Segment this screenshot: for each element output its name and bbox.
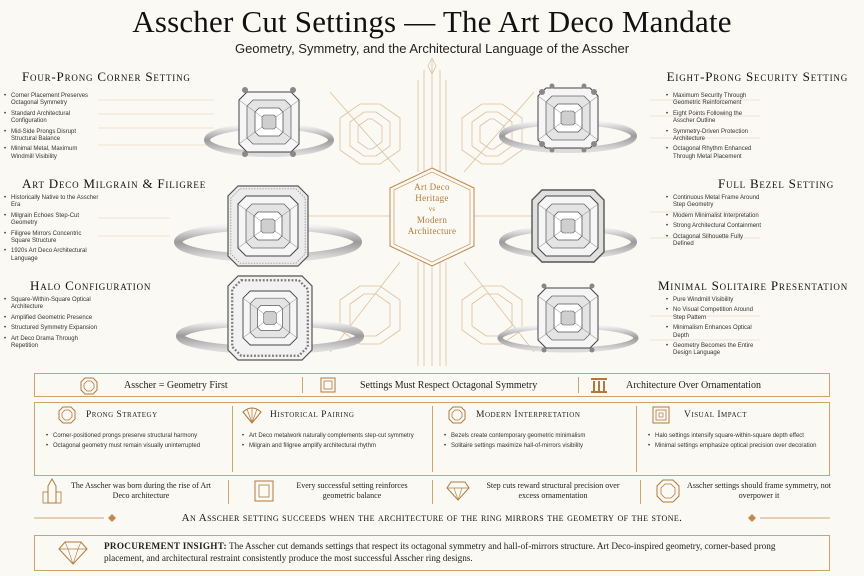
bullet-list-bezel <box>668 195 762 251</box>
page-subtitle: Geometry, Symmetry, and the Architectural Language of the Asscher <box>234 41 630 56</box>
box-heading-modern-interpretation: Modern Interpretation <box>476 410 581 420</box>
bullet-item: • Minimalism Enhances Optical Depth <box>668 325 762 340</box>
ring-milgrain <box>178 186 358 266</box>
panel-divider <box>636 406 637 472</box>
bullet-item: • Milgrain Echoes Step-Cut Geometry <box>6 213 100 228</box>
center-label-line: Art Deco <box>414 182 450 192</box>
bullet-item: • Minimal Metal, Maximum Windmill Visibility <box>6 146 100 161</box>
section-title-four-prong: Four-Prong Corner Setting <box>22 69 191 84</box>
bullet-item: • Maximum Security Through Geometric Reinforcement <box>668 93 762 108</box>
box-item: • Art Deco metalwork naturally complements step-cut symmetry <box>242 433 422 441</box>
box-list-modern-interpretation <box>444 433 624 452</box>
fact-geometric-balance: Every successful setting reinforces geometric balance <box>296 481 408 500</box>
octagon-icon <box>656 479 680 503</box>
bullet-item: • Mid-Side Prongs Disrupt Structural Balance <box>6 129 100 144</box>
box-item: • Milgrain and filigree amplify architectural rhythm <box>242 443 422 451</box>
section-title-milgrain: Art Deco Milgrain & Filigree <box>22 176 207 191</box>
box-heading-visual-impact: Visual Impact <box>684 410 747 420</box>
nested-square-icon <box>254 480 274 502</box>
bullet-item: • Continuous Metal Frame Around Step Geometry <box>668 195 762 210</box>
fact-divider <box>432 480 433 504</box>
bullet-item: • Corner Placement Preserves Octagonal Symmetry <box>6 93 100 108</box>
square-frame-icon <box>320 377 336 393</box>
box-list-prong-strategy <box>46 433 226 452</box>
bullet-item: • Filigree Mirrors Concentric Square Structure <box>6 231 100 246</box>
box-item: • Solitaire settings maximize hall-of-mirrors visibility <box>444 443 624 451</box>
bullet-list-halo <box>6 297 100 353</box>
ring-eight-prong <box>502 84 634 153</box>
procurement-insight <box>104 540 816 564</box>
fan-icon <box>242 406 262 424</box>
section-title-halo: Halo Configuration <box>30 278 152 293</box>
box-item: • Minimal settings emphasize optical precision over decoration <box>648 443 824 451</box>
center-label-line: Modern <box>416 215 448 225</box>
principle-symmetry: Settings Must Respect Octagonal Symmetry <box>360 380 538 391</box>
ring-solitaire <box>500 284 636 353</box>
octagon-icon <box>58 406 76 424</box>
bullet-item: • Eight Points Following the Asscher Outline <box>668 111 762 126</box>
fact-divider <box>640 480 641 504</box>
center-label-line: Architecture <box>407 226 457 236</box>
insight-label: PROCUREMENT INSIGHT: <box>104 541 227 551</box>
bullet-list-milgrain <box>6 195 100 266</box>
bullet-item: • Strong Architectural Containment <box>668 223 762 230</box>
box-list-historical-pairing <box>242 433 422 452</box>
principle-geometry: Asscher = Geometry First <box>124 380 228 391</box>
fact-step-cuts: Step cuts reward structural precision over excess ornamentation <box>486 481 620 500</box>
page-title: Asscher Cut Settings — The Art Deco Mandate <box>132 4 732 39</box>
bullet-list-four-prong <box>6 93 100 164</box>
band-divider <box>302 377 303 393</box>
box-item: • Corner-positioned prongs preserve structural harmony <box>46 433 226 441</box>
bullet-item: • Octagonal Silhouette Fully Defined <box>668 234 762 249</box>
center-label-line: Heritage <box>415 193 449 203</box>
bullet-item: • Historically Native to the Asscher Era <box>6 195 100 210</box>
fact-divider <box>228 480 229 504</box>
bullet-list-eight-prong <box>668 93 762 164</box>
bullet-item: • Art Deco Drama Through Repetition <box>6 336 100 351</box>
bullet-item: • Structured Symmetry Expansion <box>6 325 100 332</box>
insight-text: The Asscher cut demands settings that respect its octagonal symmetry and hall-of-mirrors structure. Art Deco-inspired geometry, corner-based prong placement, and architectural restraint consistently produce the most successful Asscher ring designs. <box>104 541 776 563</box>
bullet-item: • Amplified Geometric Presence <box>6 315 100 322</box>
bullet-item: • Square-Within-Square Optical Architecture <box>6 297 100 312</box>
bullet-item: • Modern Minimalist Interpretation <box>668 213 762 220</box>
principle-architecture: Architecture Over Ornamentation <box>626 380 761 391</box>
box-list-visual-impact <box>648 433 824 452</box>
diamond-icon <box>58 541 88 565</box>
center-label-line: vs <box>428 205 436 213</box>
box-item: • Halo settings intensify square-within-square depth effect <box>648 433 824 441</box>
box-heading-historical-pairing: Historical Pairing <box>270 410 355 420</box>
panel-divider <box>232 406 233 472</box>
bullet-item: • Standard Architectural Configuration <box>6 111 100 126</box>
section-title-solitaire: Minimal Solitaire Presentation <box>657 278 848 293</box>
bullet-item: • Octagonal Rhythm Enhanced Through Metal Placement <box>668 146 762 161</box>
ring-halo <box>180 276 360 360</box>
box-item: • Octagonal geometry must remain visually uninterrupted <box>46 443 226 451</box>
ring-bezel <box>502 190 634 262</box>
box-heading-prong-strategy: Prong Strategy <box>86 410 158 420</box>
ring-four-prong <box>207 87 331 157</box>
tagline: An Asscher setting succeeds when the architecture of the ring mirrors the geometry of the stone. <box>181 512 683 524</box>
bullet-item: • 1920s Art Deco Architectural Language <box>6 248 100 263</box>
octagon-icon <box>448 406 466 424</box>
bullet-item: • Symmetry-Driven Protection Architecture <box>668 129 762 144</box>
octagon-icon <box>80 377 98 395</box>
band-divider <box>578 377 579 393</box>
bullet-item: • Geometry Becomes the Entire Design Language <box>668 343 762 358</box>
bullet-item: • Pure Windmill Visibility <box>668 297 762 304</box>
diamond-icon <box>446 481 470 501</box>
bullet-item: • No Visual Competition Around Step Pattern <box>668 307 762 322</box>
bullet-list-solitaire <box>668 297 762 361</box>
section-title-bezel: Full Bezel Setting <box>717 176 834 191</box>
fact-art-deco-origin: The Asscher was born during the rise of Art Deco architecture <box>71 481 211 500</box>
skyscraper-icon <box>42 478 62 504</box>
section-title-eight-prong: Eight-Prong Security Setting <box>666 69 848 84</box>
column-icon <box>590 377 608 393</box>
box-item: • Bezels create contemporary geometric minimalism <box>444 433 624 441</box>
panel-divider <box>432 406 433 472</box>
nested-square-icon <box>652 406 670 424</box>
fact-frame-symmetry: Asscher settings should frame symmetry, not overpower it <box>687 481 831 500</box>
